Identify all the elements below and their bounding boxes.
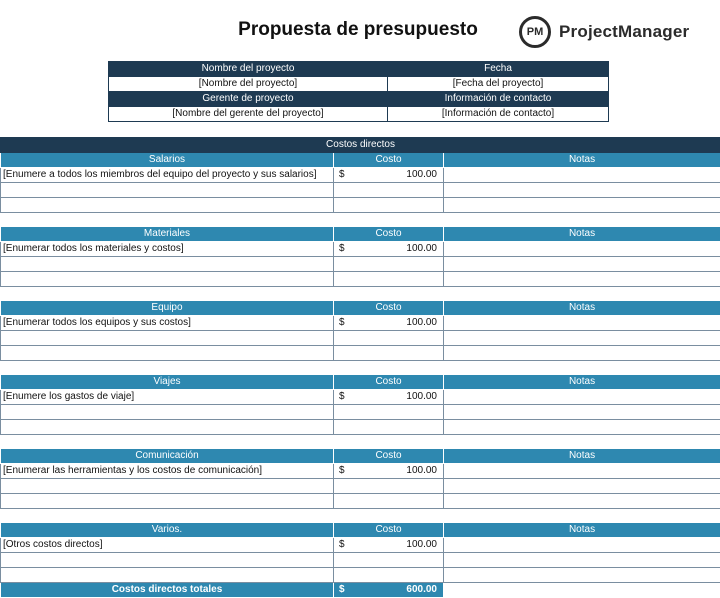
manager-header: Gerente de proyecto — [109, 92, 388, 107]
amount-value: 100.00 — [406, 390, 437, 404]
currency-symbol: $ — [339, 168, 345, 182]
currency-symbol: $ — [339, 242, 345, 256]
logo-text: ProjectManager — [559, 22, 689, 42]
section-name: Comunicación — [1, 449, 334, 464]
notes-cell[interactable] — [444, 346, 720, 361]
table-row — [1, 346, 720, 361]
currency-symbol: $ — [339, 538, 345, 552]
table-row — [1, 538, 720, 553]
notes-column-header: Notas — [444, 153, 720, 168]
spacer-cell — [444, 361, 720, 375]
logo-badge: PM — [519, 16, 551, 48]
cost-cell[interactable] — [334, 538, 444, 553]
table-row — [1, 464, 720, 479]
item-description-cell[interactable] — [1, 257, 334, 272]
item-description-cell[interactable] — [1, 420, 334, 435]
spacer-row — [1, 435, 720, 449]
cost-column-header: Costo — [334, 375, 444, 390]
cost-column-header: Costo — [334, 449, 444, 464]
cost-cell[interactable] — [334, 494, 444, 509]
notes-cell[interactable] — [444, 405, 720, 420]
spacer-cell — [334, 509, 444, 523]
table-row — [1, 168, 720, 183]
table-row — [1, 198, 720, 213]
date-header: Fecha — [388, 62, 609, 77]
item-description-cell[interactable] — [1, 272, 334, 287]
notes-column-header: Notas — [444, 375, 720, 390]
cost-cell[interactable] — [334, 553, 444, 568]
item-description-cell[interactable] — [1, 183, 334, 198]
page-title: Propuesta de presupuesto — [206, 19, 510, 41]
notes-cell[interactable] — [444, 242, 720, 257]
date-cell[interactable]: [Fecha del proyecto] — [388, 77, 609, 92]
cost-cell[interactable] — [334, 390, 444, 405]
project-name-cell[interactable]: [Nombre del proyecto] — [109, 77, 388, 92]
notes-cell[interactable] — [444, 272, 720, 287]
cost-cell[interactable] — [334, 272, 444, 287]
notes-cell[interactable] — [444, 553, 720, 568]
spacer-cell — [1, 435, 334, 449]
cost-cell[interactable] — [334, 316, 444, 331]
spacer-cell — [334, 213, 444, 227]
table-row — [1, 257, 720, 272]
table-row — [1, 242, 720, 257]
project-name-header: Nombre del proyecto — [109, 62, 388, 77]
spacer-row — [1, 287, 720, 301]
notes-column-header: Notas — [444, 449, 720, 464]
direct-costs-header: Costos directos — [1, 138, 720, 153]
cost-cell[interactable] — [334, 420, 444, 435]
spacer-cell — [1, 361, 334, 375]
cost-cell[interactable] — [334, 183, 444, 198]
total-amount-cell[interactable] — [334, 583, 444, 598]
table-row — [1, 390, 720, 405]
notes-cell[interactable] — [444, 198, 720, 213]
direct-costs-table — [0, 137, 720, 598]
notes-cell[interactable] — [444, 479, 720, 494]
amount-value: 100.00 — [406, 464, 437, 478]
contact-cell[interactable]: [Información de contacto] — [388, 107, 609, 122]
cost-column-header: Costo — [334, 227, 444, 242]
projectmanager-logo — [519, 17, 689, 47]
cost-cell[interactable] — [334, 242, 444, 257]
item-description-cell[interactable] — [1, 346, 334, 361]
amount-value: 100.00 — [406, 242, 437, 256]
table-row — [1, 272, 720, 287]
spacer-cell — [334, 435, 444, 449]
total-label: Costos directos totales — [1, 583, 334, 598]
spacer-cell — [444, 435, 720, 449]
cost-column-header: Costo — [334, 153, 444, 168]
section-header-row — [1, 375, 720, 390]
table-row — [1, 553, 720, 568]
contact-header: Información de contacto — [388, 92, 609, 107]
spacer-cell — [334, 287, 444, 301]
notes-cell[interactable] — [444, 538, 720, 553]
item-description-cell[interactable] — [1, 198, 334, 213]
total-notes-cell — [444, 583, 720, 598]
total-row — [1, 583, 720, 598]
item-description-cell[interactable] — [1, 479, 334, 494]
notes-cell[interactable] — [444, 420, 720, 435]
notes-cell[interactable] — [444, 390, 720, 405]
amount-value: 100.00 — [406, 168, 437, 182]
table-row — [1, 479, 720, 494]
spacer-cell — [1, 287, 334, 301]
amount-value: 100.00 — [406, 316, 437, 330]
item-description-cell[interactable] — [1, 568, 334, 583]
section-name: Varios. — [1, 523, 334, 538]
notes-column-header: Notas — [444, 301, 720, 316]
table-row — [1, 316, 720, 331]
project-info-table — [108, 61, 609, 122]
section-name: Viajes — [1, 375, 334, 390]
item-description-cell[interactable] — [1, 331, 334, 346]
section-header-row — [1, 153, 720, 168]
spacer-cell — [334, 361, 444, 375]
section-header-row — [1, 227, 720, 242]
section-header-row — [1, 523, 720, 538]
item-description-cell[interactable]: [Enumerar todos los materiales y costos] — [1, 242, 334, 257]
table-row — [1, 568, 720, 583]
cost-cell[interactable] — [334, 346, 444, 361]
notes-cell[interactable] — [444, 464, 720, 479]
spacer-row — [1, 213, 720, 227]
item-description-cell[interactable] — [1, 553, 334, 568]
notes-cell[interactable] — [444, 183, 720, 198]
cost-cell[interactable] — [334, 464, 444, 479]
table-row — [1, 420, 720, 435]
notes-column-header: Notas — [444, 523, 720, 538]
amount-value: 600.00 — [406, 583, 437, 597]
cost-cell[interactable] — [334, 405, 444, 420]
section-header-row — [1, 301, 720, 316]
table-row — [1, 405, 720, 420]
notes-cell[interactable] — [444, 494, 720, 509]
manager-cell[interactable]: [Nombre del gerente del proyecto] — [109, 107, 388, 122]
spacer-cell — [1, 509, 334, 523]
table-row — [1, 494, 720, 509]
cost-column-header: Costo — [334, 301, 444, 316]
cost-cell[interactable] — [334, 568, 444, 583]
table-row — [1, 331, 720, 346]
currency-symbol: $ — [339, 316, 345, 330]
spacer-cell — [444, 287, 720, 301]
spacer-row — [1, 361, 720, 375]
section-name: Equipo — [1, 301, 334, 316]
item-description-cell[interactable] — [1, 405, 334, 420]
notes-cell[interactable] — [444, 168, 720, 183]
cost-cell[interactable] — [334, 257, 444, 272]
notes-cell[interactable] — [444, 331, 720, 346]
spacer-cell — [444, 213, 720, 227]
cost-cell[interactable] — [334, 331, 444, 346]
amount-value: 100.00 — [406, 538, 437, 552]
currency-symbol: $ — [339, 464, 345, 478]
currency-symbol: $ — [339, 583, 345, 597]
section-header-row — [1, 449, 720, 464]
item-description-cell[interactable]: [Enumerar todos los equipos y sus costos] — [1, 316, 334, 331]
spacer-cell — [1, 213, 334, 227]
spacer-cell — [444, 509, 720, 523]
item-description-cell[interactable] — [1, 494, 334, 509]
item-description-cell[interactable]: [Enumere los gastos de viaje] — [1, 390, 334, 405]
cost-cell[interactable] — [334, 479, 444, 494]
currency-symbol: $ — [339, 390, 345, 404]
notes-cell[interactable] — [444, 568, 720, 583]
notes-cell[interactable] — [444, 257, 720, 272]
notes-column-header: Notas — [444, 227, 720, 242]
section-name: Materiales — [1, 227, 334, 242]
item-description-cell[interactable]: [Enumerar las herramientas y los costos de comunicación] — [1, 464, 334, 479]
notes-cell[interactable] — [444, 316, 720, 331]
cost-column-header: Costo — [334, 523, 444, 538]
spacer-row — [1, 509, 720, 523]
section-name: Salarios — [1, 153, 334, 168]
table-row — [1, 183, 720, 198]
cost-cell[interactable] — [334, 168, 444, 183]
cost-cell[interactable] — [334, 198, 444, 213]
item-description-cell[interactable]: [Otros costos directos] — [1, 538, 334, 553]
item-description-cell[interactable]: [Enumere a todos los miembros del equipo del proyecto y sus salarios] — [1, 168, 334, 183]
